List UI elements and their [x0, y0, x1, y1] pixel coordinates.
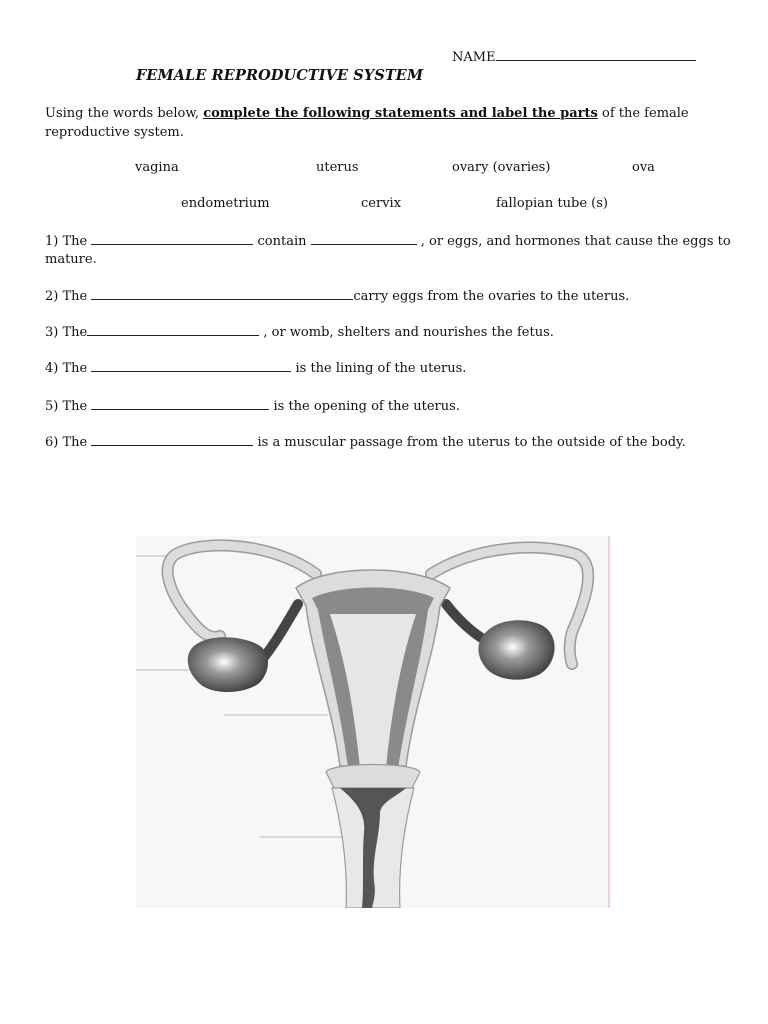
statement-4 — [45, 359, 735, 378]
word-uterus: uterus — [316, 160, 359, 175]
word-ovary: ovary (ovaries) — [452, 160, 551, 175]
word-endometrium: endometrium — [181, 196, 270, 211]
blank-4[interactable] — [91, 359, 291, 372]
word-vagina: vagina — [135, 160, 179, 175]
statement-text: , or womb, shelters and nourishes the fetus. — [259, 325, 554, 340]
statement-text: , or eggs, and hormones that cause the eggs to — [416, 234, 731, 249]
blank-5[interactable] — [91, 397, 269, 410]
instructions-lead: Using the words below, — [45, 106, 204, 121]
blank-1a[interactable] — [91, 232, 253, 245]
statement-text: 3) The — [45, 325, 88, 340]
left-fallopian-tube — [168, 545, 316, 637]
left-ovary — [188, 637, 268, 692]
word-cervix: cervix — [361, 196, 402, 211]
instructions-emphasis: complete the following statements and label the parts — [203, 106, 598, 121]
statement-2 — [45, 287, 735, 306]
cervix — [326, 765, 420, 789]
statement-text: 6) The — [45, 435, 92, 450]
blank-1b[interactable] — [311, 232, 417, 245]
statement-text: 4) The — [45, 361, 92, 376]
statement-3 — [45, 323, 735, 342]
statement-6 — [45, 433, 735, 452]
blank-6[interactable] — [91, 433, 253, 446]
statement-text: is a muscular passage from the uterus to the outside of the body. — [253, 435, 686, 450]
instructions — [45, 104, 725, 142]
statement-text: is the lining of the uterus. — [291, 361, 467, 376]
statement-text: carry eggs from the ovaries to the uterus. — [353, 289, 630, 304]
statement-text: contain — [253, 234, 311, 249]
statement-text: 1) The — [45, 234, 92, 249]
blank-3[interactable] — [87, 323, 259, 336]
instructions-tail-2: reproductive system. — [45, 125, 184, 140]
word-ova: ova — [632, 160, 655, 175]
statement-text: is the opening of the uterus. — [269, 399, 460, 414]
reproductive-diagram — [136, 536, 611, 908]
name-label: NAME — [452, 50, 496, 65]
statement-5 — [45, 397, 735, 416]
statement-1 — [45, 232, 735, 269]
statement-text: 2) The — [45, 289, 92, 304]
instructions-tail: of the female — [597, 106, 689, 121]
name-field[interactable] — [452, 48, 696, 65]
name-blank[interactable] — [496, 48, 696, 61]
uterus-illustration — [136, 536, 611, 908]
blank-2[interactable] — [91, 287, 353, 300]
word-fallopian-tube: fallopian tube (s) — [496, 196, 608, 211]
page-title: FEMALE REPRODUCTIVE SYSTEM — [136, 67, 424, 84]
statement-text: mature. — [45, 252, 97, 267]
right-ovary — [479, 620, 555, 679]
statement-text: 5) The — [45, 399, 92, 414]
